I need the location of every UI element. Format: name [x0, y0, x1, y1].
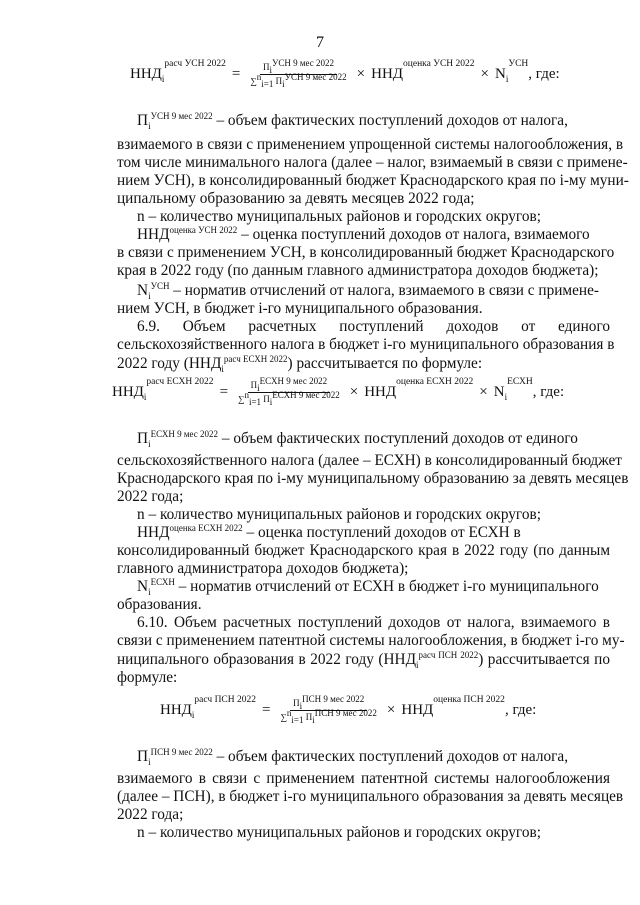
text-line: края в 2022 году (по данным главного администратора доходов бюджета);: [117, 262, 599, 279]
formula-psn: $ННД_i^{расч ПСН 2022}$ = $\frac{П_i^{ПСН 9 мес 2022}}{\sum^n_{i=1} П_i^{ПСН 9 мес 2022}}$ × $ННД^{оценка ПСН 2022}$ , где:: [160, 694, 537, 725]
formula-lhs: $ННД_i^{расч ПСН 2022}$: [160, 695, 257, 720]
text-line: нием УСН), в консолидированный бюджет Краснодарского края по i-му муни-: [117, 172, 629, 189]
text-line: n – количество муниципальных районов и городских округов;: [137, 824, 541, 841]
text-line: взимаемого в связи с применением упрощенной системы налогообложения, в: [117, 136, 624, 153]
formula-eskhn: $ННД_i^{расч ЕСХН 2022}$ = $\frac{П_i^{ЕСХН 9 мес 2022}}{\sum^n_{i=1} П_i^{ЕСХН 9 мес 2022}}$ × $ННД^{оценка ЕСХН 2022}$ × $N_i^{ЕСХН}$ , где:: [112, 376, 565, 407]
definition-line: $N_i^{УСН}$ – норматив отчислений от налога, взимаемого в связи с примене-: [137, 280, 599, 302]
definition-line: $ННД^{оценка ЕСХН 2022}$ – оценка поступлений доходов от ЕСХН в: [137, 522, 521, 541]
text-line: главного администратора доходов бюджета);: [117, 560, 409, 577]
text-line: формуле:: [117, 669, 178, 686]
formula-estimate: $ННД^{оценка ЕСХН 2022}$: [364, 377, 474, 400]
text-line: 6.9. Объем расчетных поступлений доходов от единого: [137, 318, 610, 335]
text-line: в связи с применением УСН, в консолидированный бюджет Краснодарского: [117, 244, 615, 261]
formula-lhs: $ННД_i^{расч ЕСХН 2022}$: [112, 377, 214, 402]
formula-fraction: $\frac{П_i^{ПСН 9 мес 2022}}{\sum^n_{i=1} П_i^{ПСН 9 мес 2022}}$: [280, 694, 377, 725]
text-line: 2022 году $(ННД_i^{расч ЕСХН 2022})$ рассчитывается по формуле:: [117, 353, 483, 375]
text-line: Краснодарского края по i-му муниципальному образованию за девять месяцев: [117, 470, 629, 487]
definition-line: $П_i^{ЕСХН 9 мес 2022}$ – объем фактических поступлений доходов от единого: [137, 428, 578, 450]
formula-fraction: $\frac{П_i^{ЕСХН 9 мес 2022}}{\sum^n_{i=1} П_i^{ЕСХН 9 мес 2022}}$: [238, 376, 340, 407]
text-line: сельскохозяйственного налога в бюджет i-го муниципального образования в: [117, 336, 615, 353]
text-line: сельскохозяйственного налога (далее – ЕСХН) в консолидированный бюджет: [117, 452, 622, 469]
text-line: 2022 года;: [117, 488, 184, 505]
text-line: (далее – ПСН), в бюджет i-го муниципального образования за девять месяцев: [117, 788, 624, 805]
text-line: том числе минимального налога (далее – налог, взимаемый в связи с примене-: [117, 154, 628, 171]
text-line: ниципального образования в 2022 году $(ННД_i^{расч ПСН 2022})$ рассчитывается по: [117, 649, 610, 671]
text-line: 6.10. Объем расчетных поступлений доходов от налога, взимаемого в: [137, 614, 610, 631]
page-number: 7: [316, 34, 324, 51]
text-line: образования.: [117, 596, 202, 613]
text-line: связи с применением патентной системы налогообложения, в бюджет i-го му-: [117, 632, 625, 649]
text-line: нием УСН, в бюджет i-го муниципального образования.: [117, 300, 483, 317]
text-line: взимаемого в связи с применением патентной системы налогообложения: [117, 770, 610, 787]
definition-line: $ННД^{оценка УСН 2022}$ – оценка поступлений доходов от налога, взимаемого: [137, 224, 590, 243]
definition-line: $N_i^{ЕСХН}$ – норматив отчислений от ЕСХН в бюджет i-го муниципального: [137, 576, 599, 598]
definition-line: $П_i^{ПСН 9 мес 2022}$ – объем фактических поступлений доходов от налога,: [137, 746, 569, 768]
formula-usn: $ННД_i^{расч УСН 2022}$ = $\frac{П_i^{УСН 9 мес 2022}}{\sum^n_{i=1} П_i^{УСН 9 мес 2022}}$ × $ННД^{оценка УСН 2022}$ × $N_i^{УСН}$ , где:: [130, 58, 560, 89]
definition-line: $П_i^{УСН 9 мес 2022}$ – объем фактических поступлений доходов от налога,: [137, 110, 568, 132]
formula-estimate: $ННД^{оценка ПСН 2022}$: [401, 695, 505, 718]
text-line: консолидированный бюджет Краснодарского края в 2022 году (по данным: [117, 542, 610, 559]
text-line: n – количество муниципальных районов и городских округов;: [137, 506, 541, 523]
formula-lhs: $ННД_i^{расч УСН 2022}$: [130, 59, 226, 84]
formula-norm: $N_i^{УСН}$: [495, 59, 529, 84]
formula-norm: $N_i^{ЕСХН}$: [493, 377, 533, 402]
text-line: ципальному образованию за девять месяцев 2022 года;: [117, 190, 475, 207]
formula-fraction: $\frac{П_i^{УСН 9 мес 2022}}{\sum^n_{i=1} П_i^{УСН 9 мес 2022}}$: [250, 58, 347, 89]
formula-estimate: $ННД^{оценка УСН 2022}$: [371, 59, 475, 82]
text-line: 2022 года;: [117, 806, 184, 823]
text-line: n – количество муниципальных районов и городских округов;: [137, 208, 541, 225]
